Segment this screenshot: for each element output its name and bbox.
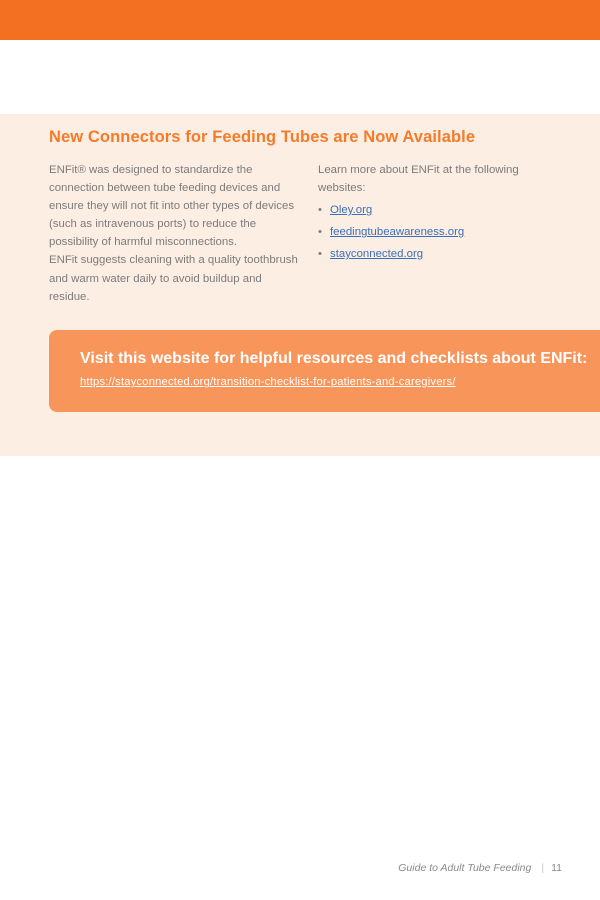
top-accent-bar — [0, 0, 600, 40]
guide-title: Guide to Adult Tube Feeding — [398, 862, 532, 874]
cleaning-tip: ENFit suggests cleaning with a quality toothbrush and warm water daily to avoid buildup and residue. — [49, 254, 298, 303]
callout-title: Visit this website for helpful resources and checklists about ENFit: — [80, 350, 588, 367]
list-item — [318, 245, 558, 267]
page-number: 11 — [551, 862, 562, 874]
list-item — [318, 223, 558, 245]
websites-intro: Learn more about ENFit at the following websites: — [318, 164, 519, 195]
footer-separator: | — [541, 862, 545, 874]
link-feedingtubeawareness[interactable]: feedingtubeawareness.org — [330, 226, 465, 239]
section-title: New Connectors for Feeding Tubes are Now Available — [49, 128, 476, 146]
bullet-icon: • — [318, 226, 322, 239]
website-list — [318, 201, 558, 267]
resources-callout — [49, 330, 600, 412]
bullet-icon: • — [318, 248, 322, 261]
enfit-description: ENFit® was designed to standardize the connection between tube feeding devices and ensure they will not fit into other types of devices (such as intravenous ports) to reduce the possibility of harmful misconnections. — [49, 164, 295, 249]
checklist-link[interactable]: https://stayconnected.org/transition-checklist-for-patients-and-caregivers/ — [80, 376, 456, 388]
page-footer — [398, 862, 562, 874]
link-oley[interactable]: Oley.org — [330, 204, 373, 217]
left-column — [49, 161, 301, 306]
bullet-icon: • — [318, 204, 322, 217]
right-column — [318, 161, 558, 267]
list-item — [318, 201, 558, 223]
link-stayconnected[interactable]: stayconnected.org — [330, 248, 424, 261]
